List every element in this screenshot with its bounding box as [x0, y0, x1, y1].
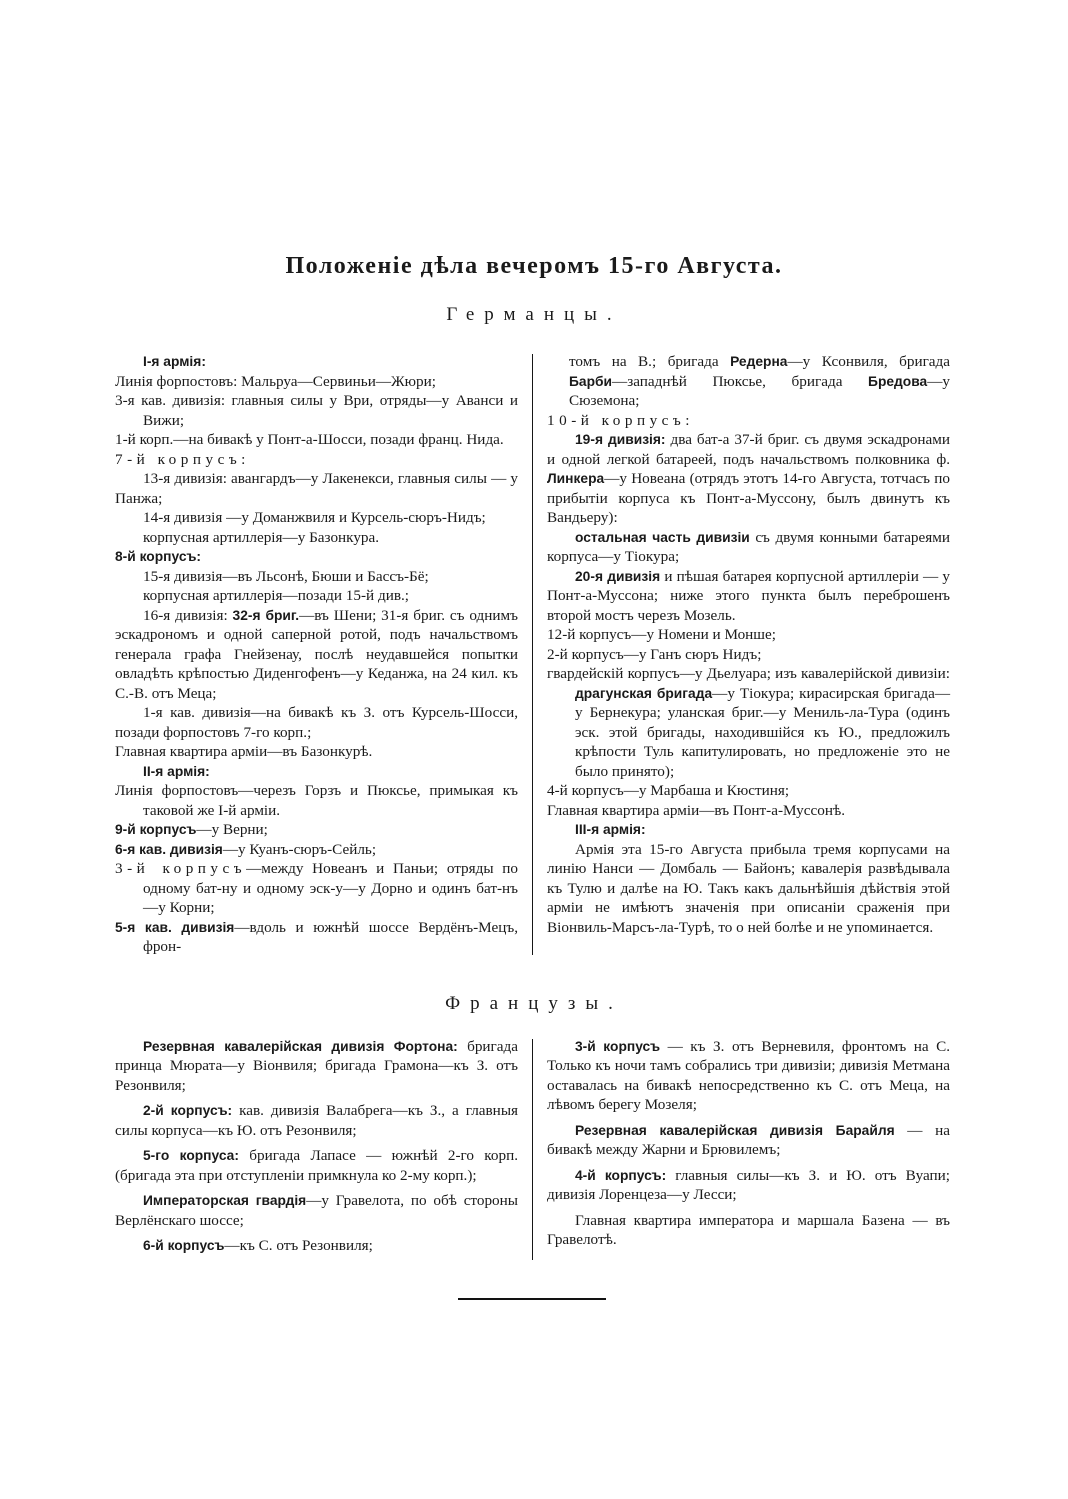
body-text: и пѣшая батарея корпусной артиллеріи — у Понт-а-Муссона; ниже этого пункта былъ переброшенъ второй мостъ черезъ Мозель.	[547, 567, 950, 624]
text-line	[547, 781, 950, 801]
body-text: Линія форпостовъ—черезъ Горзъ и Пюксье, примыкая къ таковой же I-й арміи.	[115, 782, 518, 819]
column-divider	[532, 354, 533, 955]
text-line	[547, 1166, 950, 1205]
section-germans	[0, 304, 1068, 957]
text-line	[115, 859, 518, 918]
body-text: 1-я кав. дивизія—на бивакѣ къ З. отъ Курсель-Шосси, позади форпостовъ 7-го корп.;	[115, 704, 518, 741]
body-text: 13-я дивизія: авангардъ—у Лакенекси, главныя силы — у Панжа;	[115, 470, 518, 507]
body-text: —у Ксонвиля, бригада	[787, 353, 951, 370]
text-line	[115, 450, 518, 470]
bold-text: Редерна	[730, 354, 788, 369]
text-line	[547, 1121, 950, 1160]
bold-text: 4-й корпусъ:	[575, 1167, 667, 1183]
body-text: 4-й корпусъ—у Марбаша и Кюстиня;	[547, 782, 790, 799]
body-text: —у Новеана (отрядъ этотъ 14-го Августа, тотчасъ по прибытіи корпуса къ Понт-а-Муссону, былъ двинутъ къ Вандьеру):	[547, 470, 950, 526]
bold-text: 2-й корпусъ:	[143, 1103, 233, 1118]
text-line	[569, 352, 950, 411]
text-line	[547, 1211, 950, 1250]
text-line	[115, 1236, 518, 1256]
text-line	[547, 840, 950, 938]
footer-rule	[458, 1298, 606, 1300]
bold-text: II-я армія:	[143, 763, 210, 779]
text-line	[115, 567, 518, 587]
text-line	[547, 801, 950, 821]
body-text: —вдоль и южнѣй шоссе Вердёнъ-Мецъ, фрон-	[143, 918, 518, 955]
body-text: —у Тіокура; кирасирская бригада—у Бернекура; уланская бриг.—у Мениль-ла-Тура (одинъ эск. этой бригады, находившійся къ Ю., предложилъ крѣпости Туль капитулировать, но предложеніе это не было принято);	[575, 684, 951, 780]
text-line	[115, 703, 518, 742]
bold-text: 32-я бриг.	[232, 607, 300, 623]
text-line	[115, 469, 518, 508]
section-heading-germans: Германцы.	[446, 304, 622, 325]
bold-text: 6-я кав. дивизія	[115, 841, 223, 857]
section-heading-french: Французы.	[445, 992, 623, 1014]
bold-text: драгунская бригада	[575, 685, 713, 701]
body-text: гвардейскій корпусъ—у Дьелуара; изъ кавалерійской дивизіи:	[547, 665, 950, 682]
body-text: 1-й корп.—на бивакѣ у Понт-а-Шосси, позади франц. Нида.	[115, 431, 504, 448]
body-text: корпусная артиллерія—у Базонкура.	[143, 528, 380, 546]
french-column-2	[547, 1037, 950, 1262]
columns-french	[115, 1037, 950, 1262]
text-line	[547, 664, 950, 781]
bold-text: III-я армія:	[575, 822, 646, 837]
body-text: два бат-а 37-й бриг. съ двумя эскадронами и одной легкой батареей, подъ начальствомъ полковника ф.	[547, 431, 950, 468]
body-text: Армія эта 15-го Августа прибыла тремя корпусами на линію Нанси — Домбаль — Байонъ; кавалерія развѣдывала къ Тулю и далѣе на Ю. Такъ какъ дальнѣйшія дѣйствія этой арміи не имѣютъ значенія при описаніи сраженія при Віонвиль-Марсъ-ла-Турѣ, то о ней болѣе и не упоминается.	[547, 840, 950, 936]
body-text: 15-я дивизія—въ Льсонѣ, Бюши и Бассъ-Бё;	[143, 567, 429, 585]
text-line	[115, 840, 518, 860]
body-text: —у Верни;	[196, 821, 268, 838]
body-text: бригада принца Мюрата—у Віонвиля; бригада Грамона—къ З. отъ Резонвиля;	[115, 1037, 518, 1094]
bold-text: Бредова	[868, 373, 928, 389]
text-line	[115, 391, 518, 430]
text-line	[547, 1037, 950, 1115]
text-line	[115, 606, 518, 704]
body-text: 3-я кав. дивизія: главныя силы у Ври, отряды—у Аванси и Вижи;	[115, 392, 518, 429]
body-text: Линія форпостовъ: Мальруа—Сервиньи—Жюри;	[115, 372, 436, 390]
text-line	[115, 781, 518, 820]
bold-text: 19-я дивизія:	[575, 432, 666, 447]
body-text: корпусная артиллерія—позади 15-й див.;	[143, 587, 410, 604]
text-line	[115, 1101, 518, 1140]
body-text: — на бивакѣ между Жарни и Брювилемъ;	[547, 1121, 950, 1158]
germans-column-1	[115, 352, 518, 957]
french-column-1	[115, 1037, 518, 1262]
text-line	[115, 742, 518, 762]
body-text: кав. дивизія Валабрега—къ З., а главныя силы корпуса—къ Ю. отъ Резонвиля;	[115, 1102, 519, 1139]
bold-text: 5-го корпуса:	[143, 1148, 239, 1163]
body-text: съ двумя конными батареями корпуса—у Тіокура;	[547, 528, 950, 565]
bold-text: Резервная кавалерійская дивизія Барайля	[575, 1122, 895, 1138]
spaced-text: 10-й корпусъ:	[547, 411, 694, 429]
body-text: Главная квартира императора и маршала Базена — въ Гравелотѣ.	[547, 1211, 950, 1248]
text-line	[115, 508, 518, 528]
text-line	[115, 547, 518, 567]
body-text: 14-я дивизія —у Доманжвиля и Курсель-сюръ-Нидъ;	[143, 509, 486, 526]
spaced-text: 3-й корпусъ	[115, 860, 247, 877]
text-line	[115, 1191, 518, 1230]
columns-germans	[115, 352, 950, 957]
body-text: —въ Шени; 31-я бриг. съ однимъ эскадрономъ и одной саперной ротой, подъ начальствомъ генерала графа Гнейзенау, послѣ неудавшейся попытки овладѣть крѣпостью Диденгофенъ—у Кеданжа, на 24 кил. къ С.-В. отъ Меца;	[115, 606, 518, 702]
text-line	[115, 762, 518, 782]
text-line	[547, 567, 950, 626]
text-line	[547, 820, 950, 840]
page-title: Положеніе дѣла вечеромъ 15-го Августа.	[285, 253, 783, 279]
bold-text: 8-й корпусъ:	[115, 549, 201, 564]
body-text: —у Гравелота, по обѣ стороны Верлёнскаго шоссе;	[115, 1192, 518, 1229]
body-text: главныя силы—къ З. и Ю. отъ Вуапи; дивизія Лоренцеза—у Лесси;	[547, 1166, 951, 1203]
body-text: 12-й корпусъ—у Номени и Монше;	[547, 626, 776, 643]
bold-text: Барби	[569, 373, 613, 389]
bold-text: 5-я кав. дивизія	[115, 919, 235, 935]
body-text: —у Сюземона;	[569, 372, 950, 409]
bold-text: 9-й корпусъ	[115, 822, 197, 837]
text-line	[115, 352, 518, 372]
bold-text: остальная часть дивизіи	[575, 529, 750, 545]
text-line	[547, 645, 950, 665]
bold-text: Императорская гвардія	[143, 1193, 307, 1208]
bold-text: I-я армія:	[143, 354, 206, 369]
body-text: —между Новеанъ и Паньи; отряды по одному бат-ну и одному эск-у—у Дорно и одинъ бат-нъ—у Корни;	[143, 860, 518, 916]
text-line	[115, 430, 518, 450]
text-line	[115, 528, 518, 548]
section-french	[0, 993, 1068, 1262]
germans-column-2	[547, 352, 950, 957]
text-line	[115, 820, 518, 840]
body-text: —западнѣй Пюксье, бригада	[612, 372, 869, 390]
bold-text: Линкера	[547, 471, 605, 486]
bold-text: 6-й корпусъ	[143, 1238, 225, 1253]
text-line	[115, 372, 518, 392]
text-line	[547, 411, 950, 431]
text-line	[115, 586, 518, 606]
body-text: томъ на В.; бригада	[569, 353, 731, 370]
bold-text: Резервная кавалерійская дивизія Фортона:	[143, 1038, 458, 1054]
body-text: 16-я дивизія:	[143, 606, 233, 624]
text-line	[115, 1037, 518, 1096]
text-line	[115, 918, 518, 957]
body-text: —у Куанъ-сюръ-Сейль;	[222, 840, 377, 858]
text-line	[547, 528, 950, 567]
body-text: 2-й корпусъ—у Ганъ сюръ Нидъ;	[547, 645, 762, 663]
spaced-text: 7-й корпусъ:	[115, 450, 250, 468]
body-text: бригада Лапасе — южнѣй 2-го корп. (бригада эта при отступленіи примкнула ко 2-му корп.);	[115, 1147, 518, 1184]
bold-text: 20-я дивизія	[575, 568, 661, 584]
body-text: Главная квартира арміи—въ Базонкурѣ.	[115, 743, 373, 760]
body-text: Главная квартира арміи—въ Понт-а-Муссонѣ.	[547, 801, 846, 819]
bold-text: 3-й корпусъ	[575, 1038, 661, 1054]
text-line	[115, 1146, 518, 1185]
column-divider	[532, 1039, 533, 1260]
text-line	[547, 430, 950, 528]
body-text: — къ З. отъ Верневиля, фронтомъ на С. Только къ ночи тамъ собрались три дивизіи; дивизія Метмана оставалась на бивакѣ непосредственно къ С. отъ Меца, на лѣвомъ берегу Мозеля;	[547, 1037, 951, 1113]
text-line	[547, 625, 950, 645]
body-text: —къ С. отъ Резонвиля;	[224, 1237, 373, 1254]
